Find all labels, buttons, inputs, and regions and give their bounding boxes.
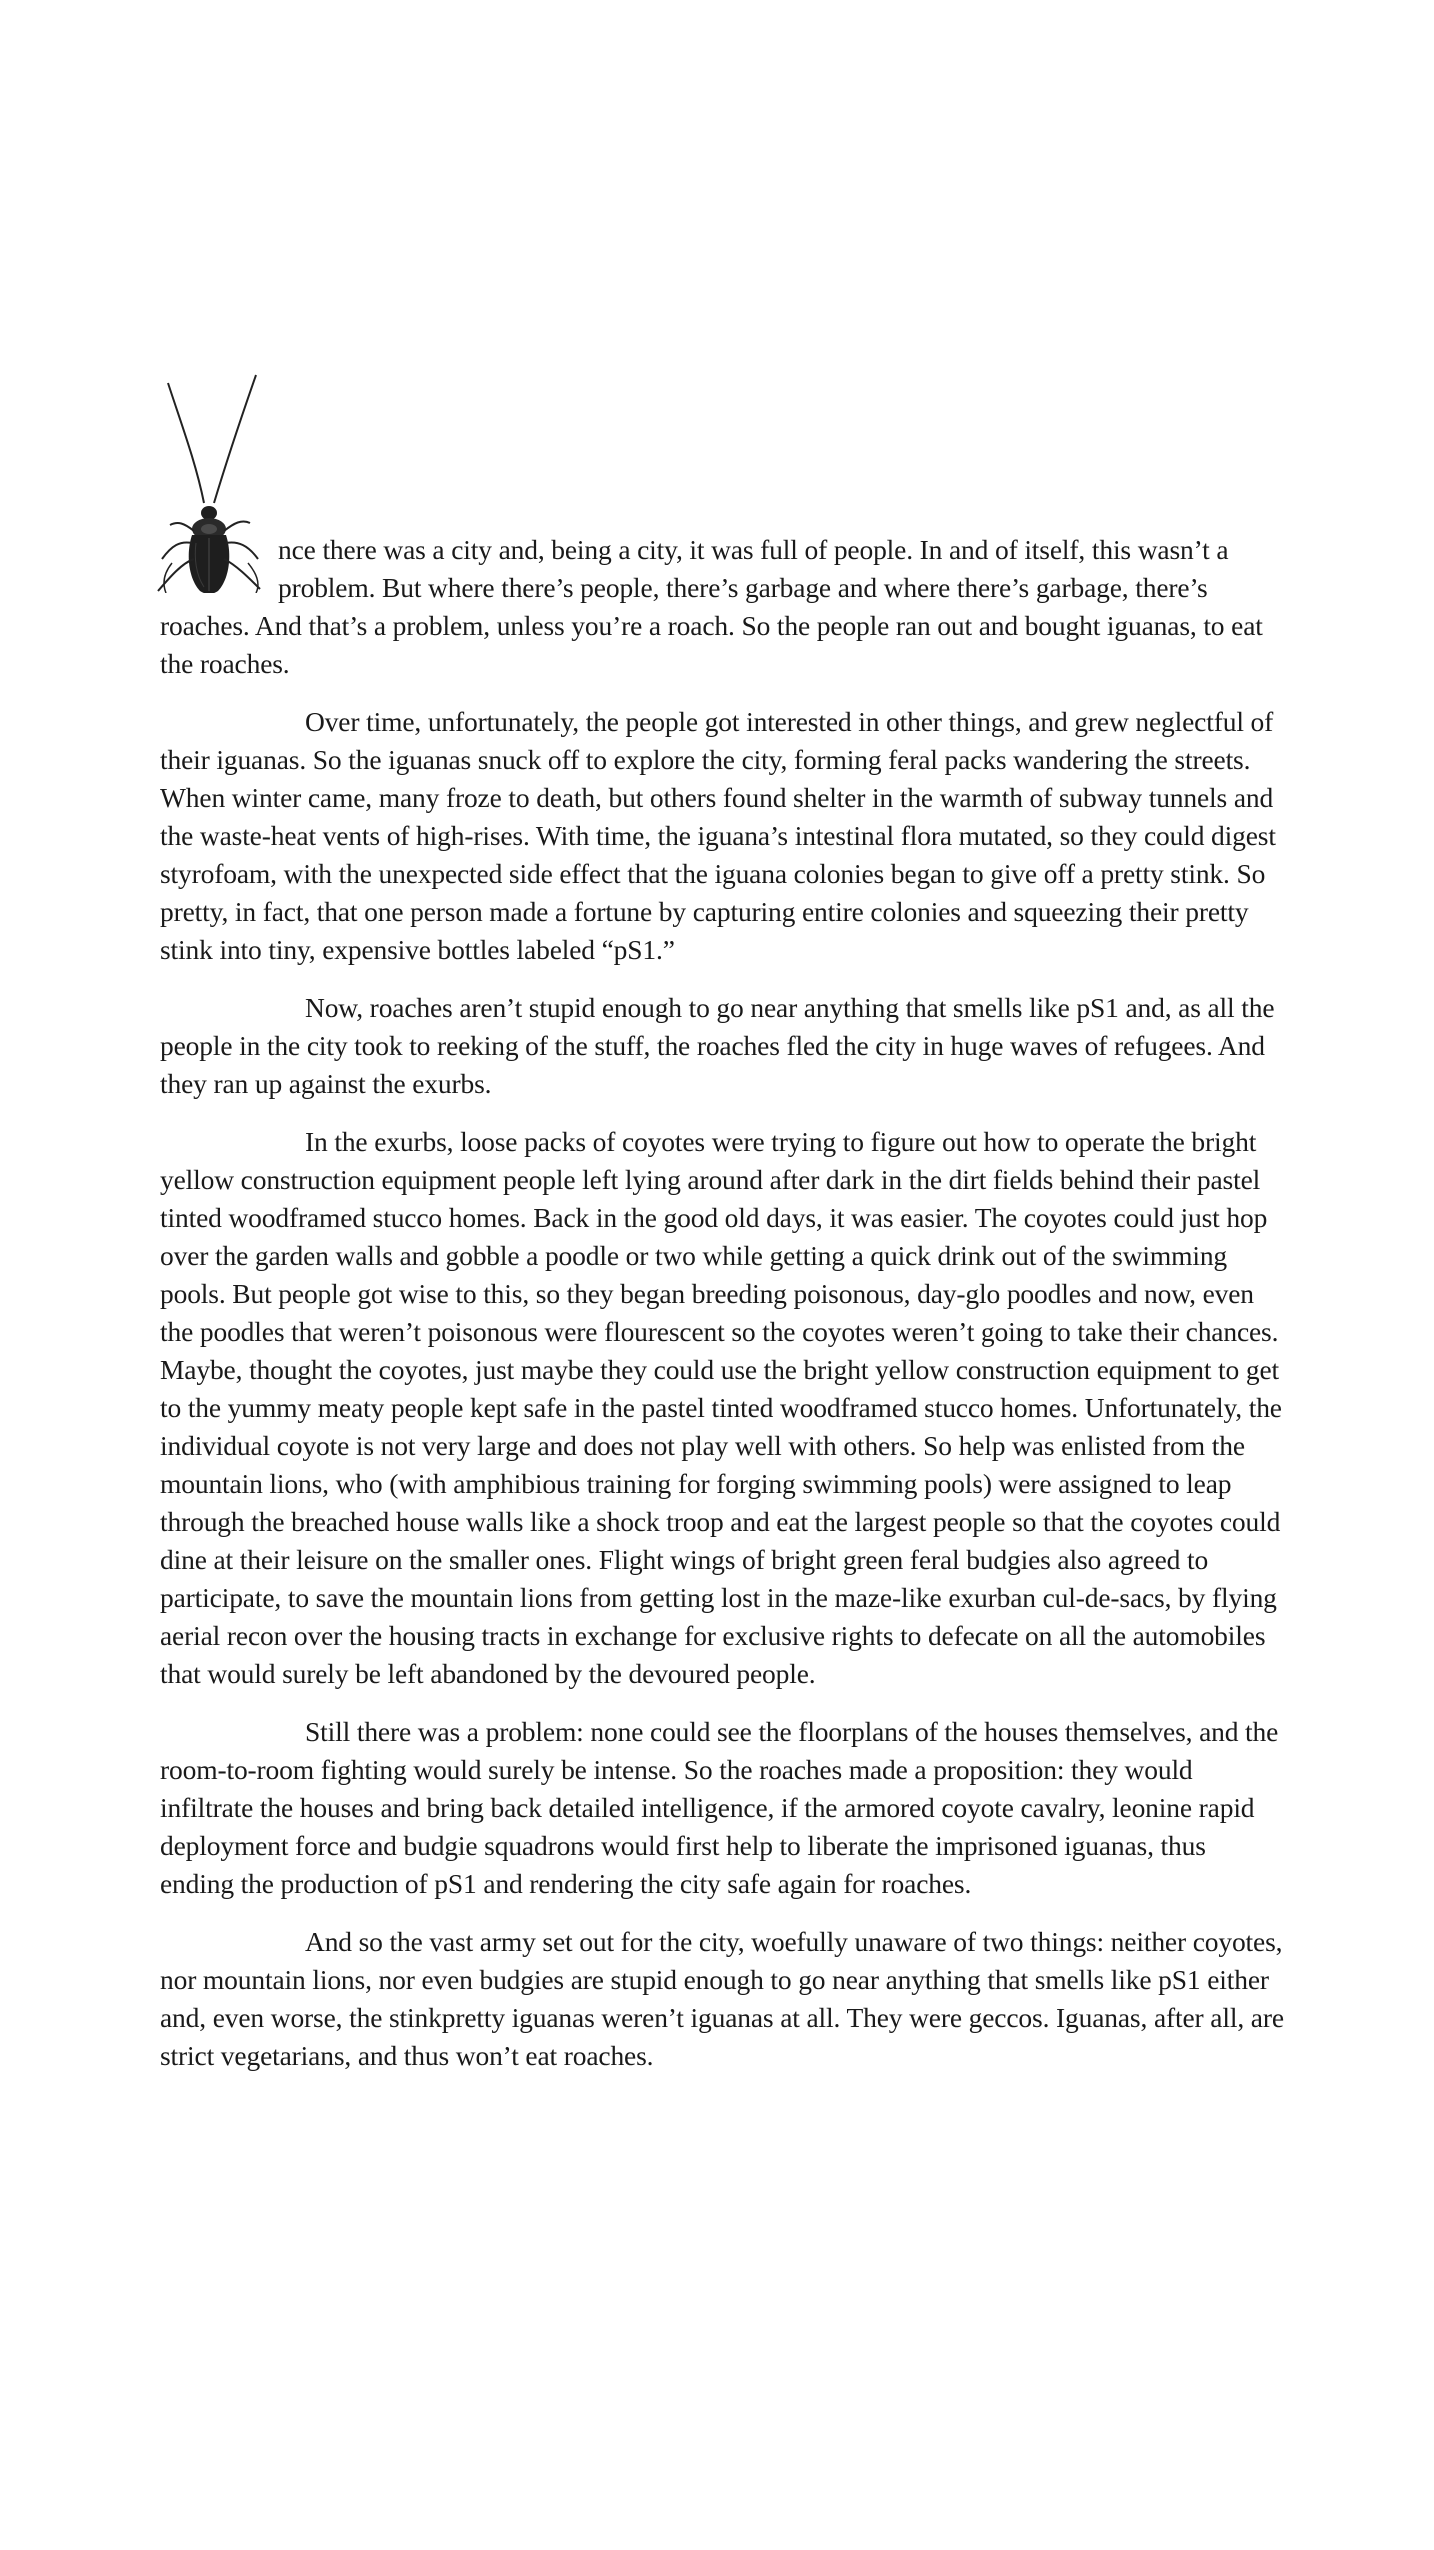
drop-cap-roach <box>156 363 274 593</box>
first-word-rest: nce <box>278 534 316 565</box>
story-body <box>160 355 1285 2095</box>
paragraph-6: And so the vast army set out for the city, woefully unaware of two things: neither coyotes, nor mountain lions, nor even budgies are stupid enough to go near anything that smells like pS1 either and, even worse, the stinkpretty iguanas weren’t iguanas at all. They were geccos. Iguanas, after all, are strict vegetarians, and thus won’t eat roaches. <box>160 1926 1284 2071</box>
paragraph-1-text: there was a city and, being a city, it was full of people. In and of itself, this wasn’t a problem. But where there’s people, there’s garbage and where there’s garbage, there’s roaches. And that’s a problem, unless you’re a roach. So the people ran out and bought iguanas, to eat the roaches. <box>160 534 1263 679</box>
paragraph-4: In the exurbs, loose packs of coyotes were trying to figure out how to operate the bright yellow construction equipment people left lying around after dark in the dirt fields behind their pastel tinted woodframed stucco homes. Back in the good old days, it was easier. The coyotes could just hop over the garden walls and gobble a poodle or two while getting a quick drink out of the swimming pools. But people got wise to this, so they began breeding poisonous, day-glo poodles and now, even the poodles that weren’t poisonous were flourescent so the coyotes weren’t going to take their chances. Maybe, thought the coyotes, just maybe they could use the bright yellow construction equipment to get to the yummy meaty people kept safe in the pastel tinted woodframed stucco homes. Unfortunately, the individual coyote is not very large and does not play well with others. So help was enlisted from the mountain lions, who (with amphibious training for forging swimming pools) were assigned to leap through the breached house walls like a shock troop and eat the largest people so that the coyotes could dine at their leisure on the smaller ones. Flight wings of bright green feral budgies also agreed to participate, to save the mountain lions from getting lost in the maze-like exurban cul-de-sacs, by flying aerial recon over the housing tracts in exchange for exclusive rights to defecate on all the automobiles that would surely be left abandoned by the devoured people. <box>160 1126 1282 1689</box>
paragraph-2: Over time, unfortunately, the people got interested in other things, and grew neglectful of their iguanas. So the iguanas snuck off to explore the city, forming feral packs wandering the streets. When winter came, many froze to death, but others found shelter in the warmth of subway tunnels and the waste-heat vents of high-rises. With time, the iguana’s intestinal flora mutated, so they could digest styrofoam, with the unexpected side effect that the iguana colonies began to give off a pretty stink. So pretty, in fact, that one person made a fortune by capturing entire colonies and squeezing their pretty stink into tiny, expensive bottles labeled “pS1.” <box>160 706 1276 965</box>
paragraph-5: Still there was a problem: none could see the floorplans of the houses themselves, and the room-to-room fighting would surely be intense. So the roaches made a proposition: they would infiltrate the houses and bring back detailed intelligence, if the armored coyote cavalry, leonine rapid deployment force and budgie squadrons would first help to liberate the imprisoned iguanas, thus ending the production of pS1 and rendering the city safe again for roaches. <box>160 1716 1279 1899</box>
paragraph-1 <box>160 531 1285 683</box>
paragraph-3: Now, roaches aren’t stupid enough to go near anything that smells like pS1 and, as all the people in the city took to reeking of the stuff, the roaches fled the city in huge waves of refugees. And they ran up against the exurbs. <box>160 992 1275 1099</box>
cockroach-drop-cap-illustration <box>156 363 274 593</box>
